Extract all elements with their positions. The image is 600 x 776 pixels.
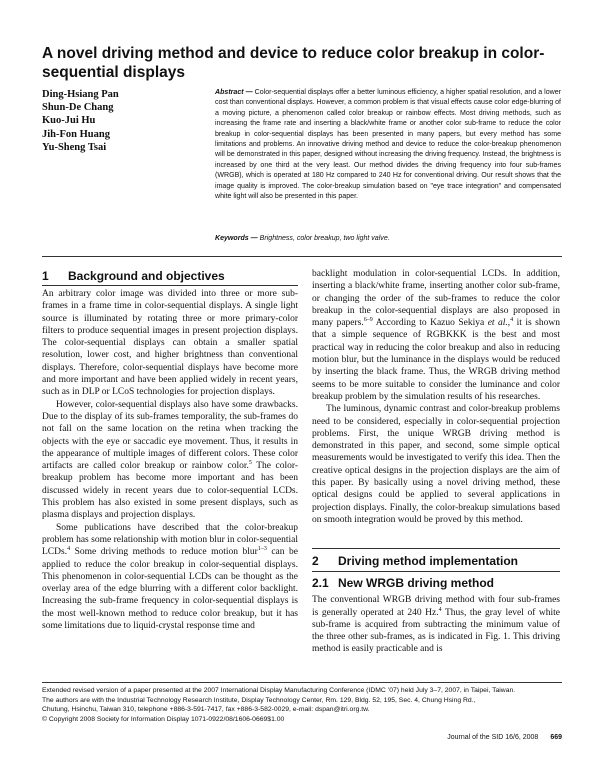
author-name: Yu-Sheng Tsai [42,141,107,153]
footnote-rule [42,682,562,683]
author-name: Jih-Fon Huang [42,128,110,140]
paragraph: Some publications have described that the color-breakup problem has some relationship with motion blur in color-sequential LCDs.$^4$ Some driving methods to reduce motion blur$^{1-3}$ can be applied to reduce the color breakup in color-sequential displays. This phenomenon in color-sequential LCDs can be thought as the overlay area of the edge blurring with a different color backlight. Increasing the sub-frame frequency in color-sequential displays is the most well-known method to reduce color breakup, but it has some limitations due to liquid-crystal response time and [42,522,298,632]
heading-rule [312,548,560,549]
paper-title: A novel driving method and device to reduce color breakup in color-sequential displays [42,45,545,81]
keywords-label: Keywords — [215,235,258,242]
author-name: Ding-Hsiang Pan [42,89,119,100]
paragraph: An arbitrary color image was divided into three or more sub-frames in a frame time in color-sequential displays. A single light source is illuminated by rotating three or more primary-color filters to produce sequential images in present projection displays. The color-sequential displays can obtain a smaller spatial resolution, lower cost, and higher brightness than conventional displays. Therefore, color-sequential displays have become more and more important and have been applied widely in recent years, such as in DLP or LCoS technologies for projection displays. [42,289,298,398]
author-name: Kuo-Jui Hu [42,115,96,127]
subsection-heading: 2.1 New WRGB driving method [312,576,494,591]
left-column [42,268,298,632]
abstract [215,88,561,202]
journal-name: Journal of the SID 16/6, 2008 [447,734,539,741]
keywords [215,234,561,244]
paragraph: backlight modulation in color-sequential LCDs. In addition, inserting a black/white frame, inserting another color sub-frame, or changing the order of the sub-frames to reduce the color breakup in the color-sequential displays are also proposed in many papers.$^{6-9}$ According to Kazuo Sekiya et al.,$^4$ it is shown that a simple sequence of RGBKKK is the best and most practical way in reducing the color breakup and also in reducing motion blur, but the luminance in the displays would be reduced by inserting the black frame. Thus, the WRGB driving method seems to be more suitable to consider the luminance and color breakup problem by the simulation results of his researches. [312,269,560,402]
author-list [42,88,202,154]
section-heading: 2 Driving method implementation [312,554,519,569]
paragraph: However, color-sequential displays also have some drawbacks. Due to the display of its sub-frames temporality, the sub-frames do not fall on the same location on the retina when tracking the objects with the eye or saccadic eye movement. Thus, it results in the appearance of multiple images of different colors. These color artifacts are called color breakup or rainbow color.$^5$ The color-breakup problem has become more important and has been discussed widely in recent years due to color-sequential LCDs. This problem has also existed in some present displays, such as plasma displays and projection displays. [42,399,298,521]
section-heading: 1 Background and objectives [42,269,225,283]
page-number: 669 [550,734,562,741]
footnote-line: © Copyright 2008 Society for Information Display 1071-0922/08/1606-0669$1.00 [42,715,285,723]
paragraph: The luminous, dynamic contrast and color-breakup problems need to be considered, especially in color-sequential projection problems. First, the unique WRGB driving method is demonstrated in this paper, and second, some simple optical measurements would be investigated to verify this idea. Then the creative optical designs in the projection displays are the aim of this paper. By basically using a novel driving method, these optical designs could be applied to several applications in projection displays. Finally, the color-breakup simulations based on smooth integration would be proved by this method. [312,404,560,525]
heading-rule [42,285,298,286]
paragraph: The conventional WRGB driving method with four sub-frames is generally operated at 240 Hz.$^4$ Thus, the gray level of white sub-frame is acquired from subtracting the minimum value of the three other sub-frames, as is indicated in Fig. 1. This driving method is easily practicable and is [312,595,561,655]
heading-rule [312,571,560,572]
author-name: Shun-De Chang [42,102,114,114]
footnote-line: Chutung, Hsinchu, Taiwan 310, telephone +886-3-591-7417, fax +886-3-582-0029, e-mail: dspan@itri.org.tw. [42,706,370,714]
right-column [312,268,560,656]
keywords-text: Brightness, color breakup, two light valve. [259,235,390,242]
footnote-line: The authors are with the Industrial Technology Research Institute, Display Technology Center, Rm. 129, Bldg. 52, 195, Sec. 4, Chung Hsing Rd., [42,696,476,704]
page-footer [447,734,562,741]
footnotes [42,686,564,724]
abstract-label: Abstract — [215,89,253,96]
section-divider [42,256,562,257]
abstract-text: Color-sequential displays offer a better luminous efficiency, a higher spatial resolution, and a lower cost than conventional displays. However, a common problem is that visual effects cause color edge-blurring of a moving picture, a phenomenon called color breakup or rainbow effects. Most driving methods, such as increasing the frame rate and inserting a black/white frame or another color sub-frame to reduce the color breakup in color-sequential displays has been presented in many papers, but every method has some limitations and problems. An innovative driving method and device to reduce the color-breakup phenomenon will be demonstrated in this paper, designed without increasing the driving frequency. Instead, the brightness is increased by one third at the very least. Our method divides the driving frequency into four sub-frames (WRGB), which is operated at 180 Hz compared to 240 Hz for conventional driving. Our result shows that the image quality is improved. The color-breakup simulation based on "eye trace integration" and compensated white light will also be presented in this paper. [215,89,561,201]
footnote-line: Extended revised version of a paper presented at the 2007 International Display Manufacturing Conference (IDMC ’07) held July 3–7, 2007, in Taipei, Taiwan. [42,687,516,694]
